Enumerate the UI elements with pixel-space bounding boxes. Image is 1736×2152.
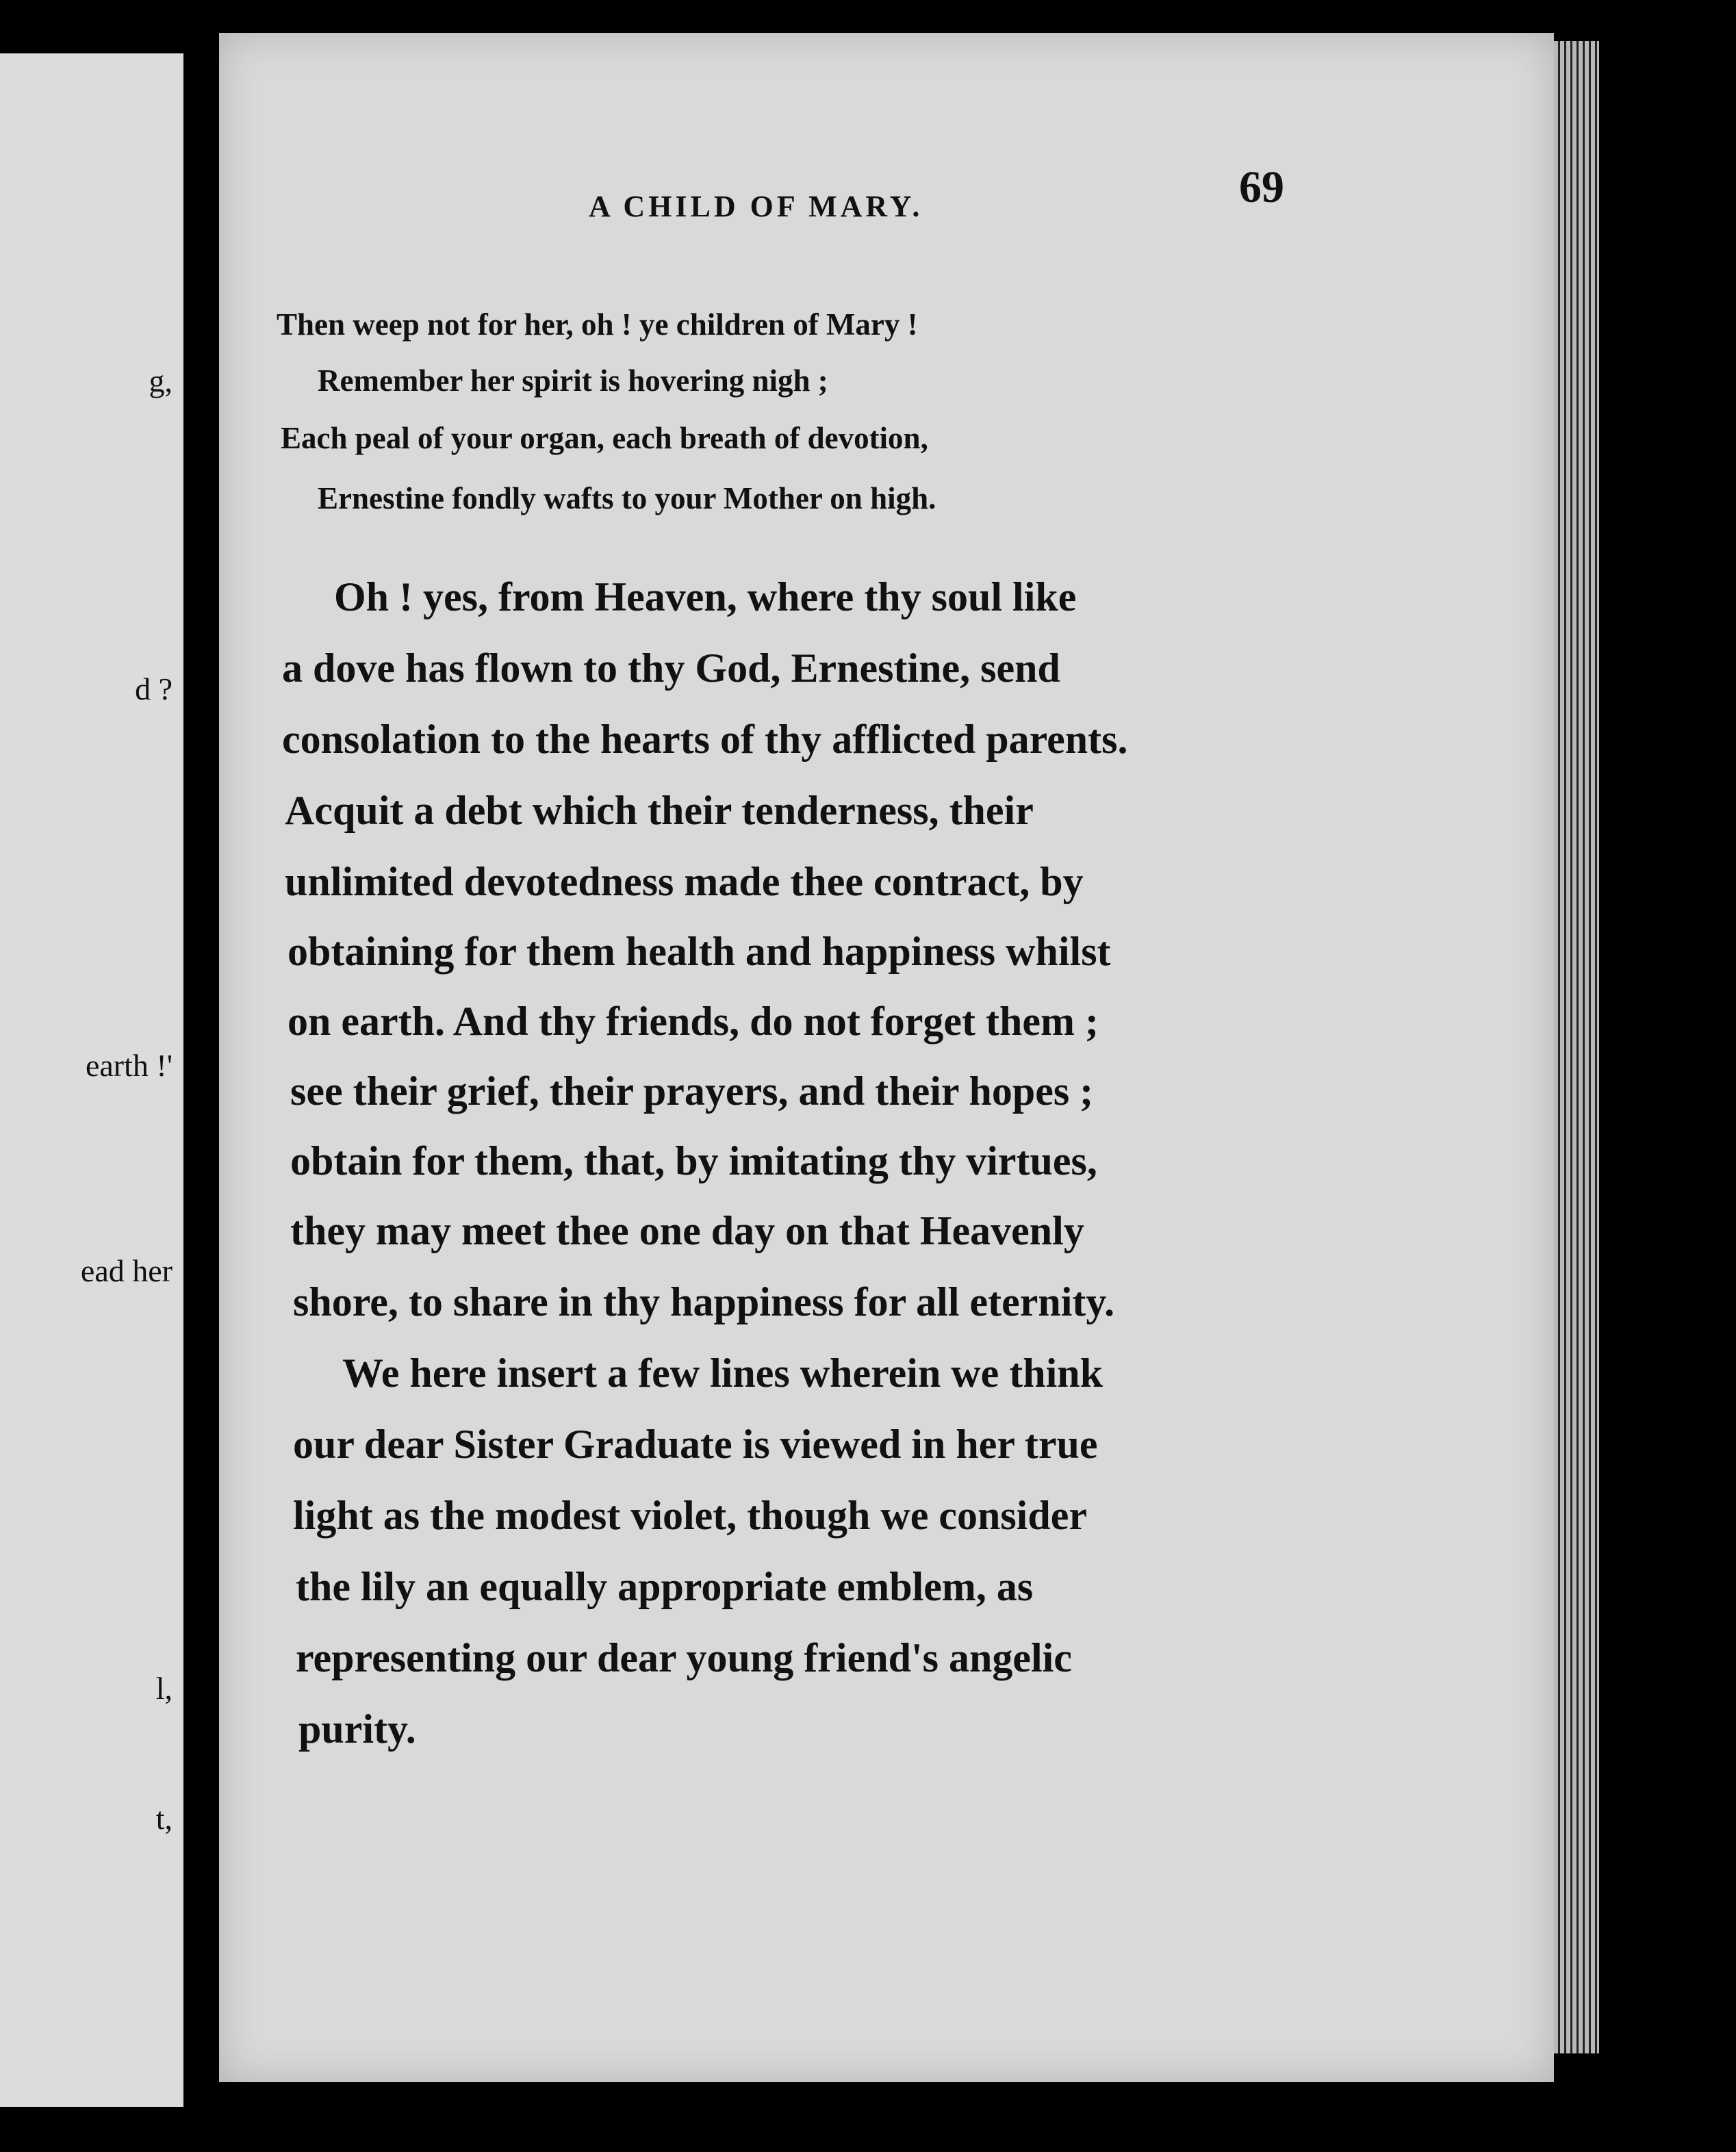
running-head-title: A CHILD OF MARY.	[589, 190, 923, 223]
paragraph-line: unlimited devotedness made thee contract, by	[285, 859, 1084, 904]
book-page	[219, 33, 1554, 2082]
poem-line: Ernestine fondly wafts to your Mother on high.	[318, 481, 936, 515]
paragraph-line: consolation to the hearts of thy afflicted parents.	[282, 717, 1128, 762]
paragraph-line: they may meet thee one day on that Heavenly	[290, 1208, 1084, 1253]
paragraph-line: purity.	[298, 1706, 416, 1752]
paragraph-line: our dear Sister Graduate is viewed in her true	[293, 1422, 1098, 1467]
paragraph-line: obtaining for them health and happiness whilst	[288, 929, 1111, 974]
paragraph-line: light as the modest violet, though we consider	[293, 1493, 1087, 1538]
facing-page-text: d ?	[135, 671, 173, 706]
paragraph-line: representing our dear young friend's angelic	[296, 1635, 1072, 1680]
facing-page-edge	[0, 53, 183, 2107]
paragraph-line: Oh ! yes, from Heaven, where thy soul like	[334, 574, 1077, 619]
paragraph-line: Acquit a debt which their tenderness, their	[285, 788, 1034, 833]
facing-page-text: t,	[155, 1801, 173, 1836]
poem-line: Then weep not for her, oh ! ye children of Mary !	[277, 307, 918, 342]
paragraph-line: We here insert a few lines wherein we think	[342, 1350, 1103, 1396]
paragraph-line: shore, to share in thy happiness for all eternity.	[293, 1279, 1115, 1324]
poem-line: Remember her spirit is hovering nigh ;	[318, 363, 828, 398]
paragraph-line: the lily an equally appropriate emblem, as	[296, 1564, 1034, 1609]
facing-page-text: g,	[149, 363, 173, 398]
book-gutter	[183, 53, 219, 2107]
paragraph-line: on earth. And thy friends, do not forget them ;	[288, 999, 1099, 1044]
facing-page-text: l,	[155, 1671, 173, 1706]
scan-background	[1599, 0, 1736, 2152]
page-edges	[1554, 41, 1599, 2053]
paragraph-line: a dove has flown to thy God, Ernestine, send	[282, 645, 1060, 691]
facing-page-text: earth !'	[85, 1048, 173, 1083]
facing-page-text: ead her	[80, 1253, 173, 1288]
paragraph-line: see their grief, their prayers, and their hopes ;	[290, 1068, 1094, 1114]
poem-line: Each peal of your organ, each breath of devotion,	[281, 421, 928, 455]
paragraph-line: obtain for them, that, by imitating thy virtues,	[290, 1138, 1097, 1183]
page-number: 69	[1239, 162, 1284, 212]
